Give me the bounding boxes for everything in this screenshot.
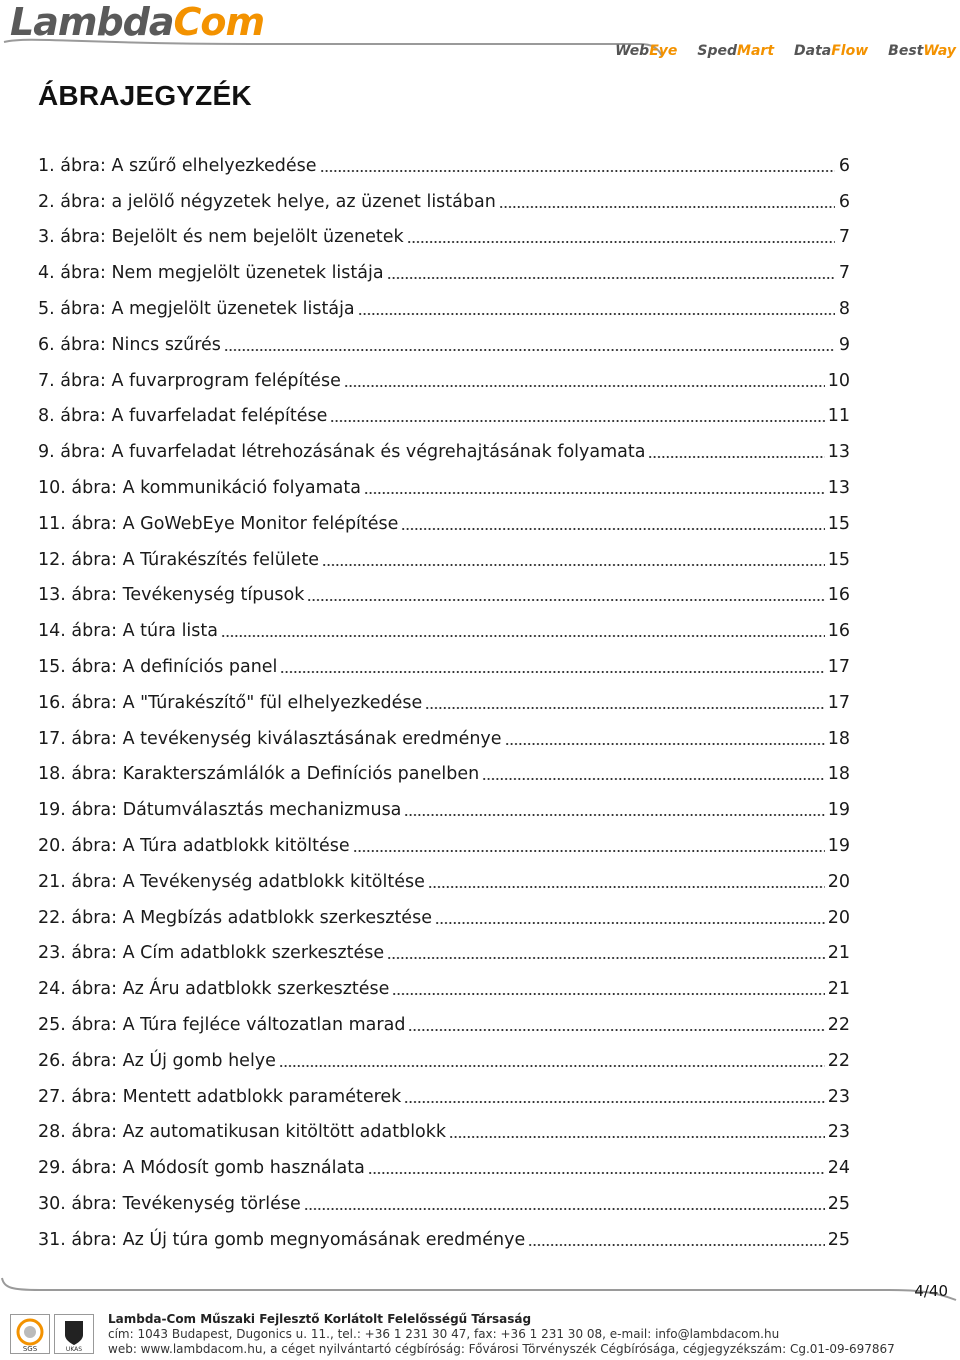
toc-entry[interactable] <box>38 220 850 256</box>
toc-entry-label: 1. ábra: A szűrő elhelyezkedése <box>38 155 317 176</box>
toc-entry[interactable] <box>38 613 850 649</box>
toc-dot-leader <box>224 349 835 351</box>
brand-webeye: WebEye <box>615 43 678 59</box>
toc-dot-leader <box>358 313 835 315</box>
toc-dot-leader <box>322 564 825 566</box>
toc-entry-page: 22 <box>827 1050 850 1071</box>
toc-entry-page: 20 <box>827 907 850 928</box>
toc-entry-label: 13. ábra: Tevékenység típusok <box>38 585 305 606</box>
toc-entry-label: 30. ábra: Tevékenység törlése <box>38 1194 301 1214</box>
toc-entry-page: 7 <box>838 263 850 284</box>
brand-bestway: BestWay <box>888 43 956 59</box>
footer-company-info <box>108 1312 895 1357</box>
toc-entry[interactable] <box>38 864 850 900</box>
toc-dot-leader <box>401 528 824 530</box>
toc-entry-label: 7. ábra: A fuvarprogram felépítése <box>38 370 341 391</box>
toc-dot-leader <box>344 385 825 387</box>
figure-list <box>38 148 850 1258</box>
toc-entry-page: 21 <box>827 943 850 964</box>
toc-entry-label: 25. ábra: A Túra fejléce változatlan marad <box>38 1015 406 1036</box>
toc-dot-leader <box>505 743 825 745</box>
toc-dot-leader <box>368 1172 825 1174</box>
toc-entry-page: 16 <box>827 621 850 642</box>
toc-entry-page: 20 <box>827 871 850 892</box>
toc-dot-leader <box>387 277 835 279</box>
toc-entry-page: 9 <box>838 334 850 355</box>
toc-entry[interactable] <box>38 757 850 793</box>
toc-entry[interactable] <box>38 434 850 470</box>
toc-entry-page: 6 <box>838 155 850 176</box>
toc-entry[interactable] <box>38 291 850 327</box>
toc-entry[interactable] <box>38 721 850 757</box>
toc-entry[interactable] <box>38 184 850 220</box>
toc-dot-leader <box>528 1244 825 1246</box>
toc-entry-label: 11. ábra: A GoWebEye Monitor felépítése <box>38 513 399 534</box>
toc-entry[interactable] <box>38 685 850 721</box>
toc-entry-label: 23. ábra: A Cím adatblokk szerkesztése <box>38 943 385 964</box>
toc-entry-page: 15 <box>827 549 850 570</box>
page-header <box>0 0 960 70</box>
toc-entry[interactable] <box>38 542 850 578</box>
page-number: 4/40 <box>914 1282 948 1300</box>
toc-entry-label: 24. ábra: Az Áru adatblokk szerkesztése <box>38 979 390 1000</box>
toc-entry[interactable] <box>38 1222 850 1258</box>
toc-entry-page: 23 <box>827 1122 850 1143</box>
toc-entry-page: 8 <box>838 299 850 320</box>
toc-dot-leader <box>353 850 825 852</box>
toc-entry-label: 21. ábra: A Tevékenység adatblokk kitöltése <box>38 871 425 892</box>
toc-dot-leader <box>330 420 824 422</box>
toc-entry-label: 31. ábra: Az Új túra gomb megnyomásának eredménye <box>38 1229 526 1250</box>
toc-entry-page: 19 <box>827 800 850 821</box>
toc-entry[interactable] <box>38 327 850 363</box>
toc-entry[interactable] <box>38 363 850 399</box>
logo-text-lambda: Lambda <box>10 0 174 44</box>
toc-entry-page: 17 <box>827 692 850 713</box>
logo-text-com: Com <box>173 0 265 44</box>
toc-entry-page: 23 <box>827 1086 850 1107</box>
toc-entry[interactable] <box>38 148 850 184</box>
toc-dot-leader <box>320 170 835 172</box>
toc-dot-leader <box>404 814 824 816</box>
toc-entry-page: 25 <box>827 1194 850 1214</box>
toc-dot-leader <box>428 886 825 888</box>
toc-entry-label: 22. ábra: A Megbízás adatblokk szerkesztése <box>38 907 432 928</box>
toc-entry-page: 24 <box>827 1158 850 1179</box>
toc-dot-leader <box>425 707 824 709</box>
toc-entry[interactable] <box>38 1186 850 1222</box>
toc-dot-leader <box>307 599 824 601</box>
toc-entry-label: 6. ábra: Nincs szűrés <box>38 334 221 355</box>
sgs-certification-icon <box>10 1314 50 1354</box>
toc-entry-page: 7 <box>838 227 850 248</box>
toc-entry-page: 6 <box>838 191 850 212</box>
toc-dot-leader <box>279 1065 825 1067</box>
toc-entry-label: 3. ábra: Bejelölt és nem bejelölt üzenetek <box>38 227 404 248</box>
toc-dot-leader <box>408 1029 824 1031</box>
toc-entry[interactable] <box>38 506 850 542</box>
toc-entry-label: 2. ábra: a jelölő négyzetek helye, az üzenet listában <box>38 191 496 212</box>
toc-entry-page: 11 <box>827 406 850 427</box>
toc-entry-label: 19. ábra: Dátumválasztás mechanizmusa <box>38 800 402 821</box>
brand-spedmart: SpedMart <box>697 43 775 59</box>
toc-entry-label: 20. ábra: A Túra adatblokk kitöltése <box>38 836 350 857</box>
toc-entry-page: 13 <box>827 442 850 463</box>
toc-entry-label: 27. ábra: Mentett adatblokk paraméterek <box>38 1086 402 1107</box>
lambdacom-logo <box>10 0 264 44</box>
toc-entry[interactable] <box>38 255 850 291</box>
toc-entry[interactable] <box>38 649 850 685</box>
toc-entry-label: 12. ábra: A Túrakészítés felülete <box>38 549 320 570</box>
toc-dot-leader <box>404 1101 824 1103</box>
toc-entry-label: 14. ábra: A túra lista <box>38 621 218 642</box>
toc-dot-leader <box>304 1208 825 1210</box>
toc-entry[interactable] <box>38 792 850 828</box>
toc-dot-leader <box>499 206 835 208</box>
toc-dot-leader <box>449 1136 825 1138</box>
toc-entry[interactable] <box>38 900 850 936</box>
ukas-label: UKAS <box>65 1346 83 1353</box>
toc-entry-label: 5. ábra: A megjelölt üzenetek listája <box>38 299 355 320</box>
toc-dot-leader <box>482 778 825 780</box>
toc-dot-leader <box>221 635 825 637</box>
toc-entry-page: 18 <box>827 728 850 749</box>
toc-entry-label: 26. ábra: Az Új gomb helye <box>38 1050 276 1071</box>
toc-entry-label: 8. ábra: A fuvarfeladat felépítése <box>38 406 328 427</box>
page-title: ÁBRAJEGYZÉK <box>38 80 252 111</box>
toc-entry-page: 16 <box>827 585 850 606</box>
toc-entry[interactable] <box>38 1079 850 1115</box>
toc-entry-label: 29. ábra: A Módosít gomb használata <box>38 1158 365 1179</box>
certification-logos <box>10 1314 94 1354</box>
toc-entry-page: 17 <box>827 657 850 678</box>
toc-dot-leader <box>280 671 824 673</box>
toc-entry[interactable] <box>38 470 850 506</box>
toc-dot-leader <box>364 492 825 494</box>
toc-dot-leader <box>648 456 824 458</box>
footer-company-name: Lambda-Com Műszaki Fejlesztő Korlátolt Felelősségű Társaság <box>108 1312 532 1326</box>
brand-list <box>615 43 956 59</box>
toc-entry[interactable] <box>38 1043 850 1079</box>
toc-entry-page: 10 <box>827 370 850 391</box>
toc-entry-page: 13 <box>827 478 850 499</box>
toc-entry-label: 4. ábra: Nem megjelölt üzenetek listája <box>38 263 384 284</box>
toc-entry[interactable] <box>38 399 850 435</box>
toc-entry[interactable] <box>38 936 850 972</box>
toc-entry-page: 18 <box>827 764 850 785</box>
toc-entry-page: 22 <box>827 1015 850 1036</box>
footer-swoosh-line <box>0 1276 960 1306</box>
toc-entry-label: 16. ábra: A "Túrakészítő" fül elhelyezkedése <box>38 692 423 713</box>
toc-entry[interactable] <box>38 1115 850 1151</box>
ukas-certification-icon <box>54 1314 94 1354</box>
toc-entry-label: 9. ábra: A fuvarfeladat létrehozásának és végrehajtásának folyamata <box>38 442 646 463</box>
toc-entry-label: 28. ábra: Az automatikusan kitöltött adatblokk <box>38 1122 447 1143</box>
toc-dot-leader <box>392 993 824 995</box>
toc-entry-page: 25 <box>827 1229 850 1250</box>
toc-entry[interactable] <box>38 578 850 614</box>
toc-entry-label: 15. ábra: A definíciós panel <box>38 657 278 678</box>
toc-entry[interactable] <box>38 971 850 1007</box>
toc-entry-page: 15 <box>827 513 850 534</box>
toc-entry-label: 10. ábra: A kommunikáció folyamata <box>38 478 361 499</box>
toc-dot-leader <box>387 957 825 959</box>
footer-address: cím: 1043 Budapest, Dugonics u. 11., tel.: +36 1 231 30 47, fax: +36 1 231 30 08, e-mail: info@lambdacom.hu <box>108 1327 780 1341</box>
brand-dataflow: DataFlow <box>794 43 869 59</box>
toc-entry[interactable] <box>38 1150 850 1186</box>
sgs-label: SGS <box>22 1345 38 1353</box>
toc-entry-label: 17. ábra: A tevékenység kiválasztásának eredménye <box>38 728 502 749</box>
toc-entry-label: 18. ábra: Karakterszámlálók a Definíciós panelben <box>38 764 480 785</box>
footer-web: web: www.lambdacom.hu, a céget nyilvántartó cégbíróság: Fővárosi Törvényszék Cégbírósága, cégjegyzékszám: Cg.01-09-697867 <box>108 1342 895 1356</box>
toc-entry-page: 21 <box>827 979 850 1000</box>
toc-entry[interactable] <box>38 828 850 864</box>
toc-entry[interactable] <box>38 1007 850 1043</box>
toc-dot-leader <box>407 241 835 243</box>
toc-entry-page: 19 <box>827 836 850 857</box>
toc-dot-leader <box>435 922 825 924</box>
